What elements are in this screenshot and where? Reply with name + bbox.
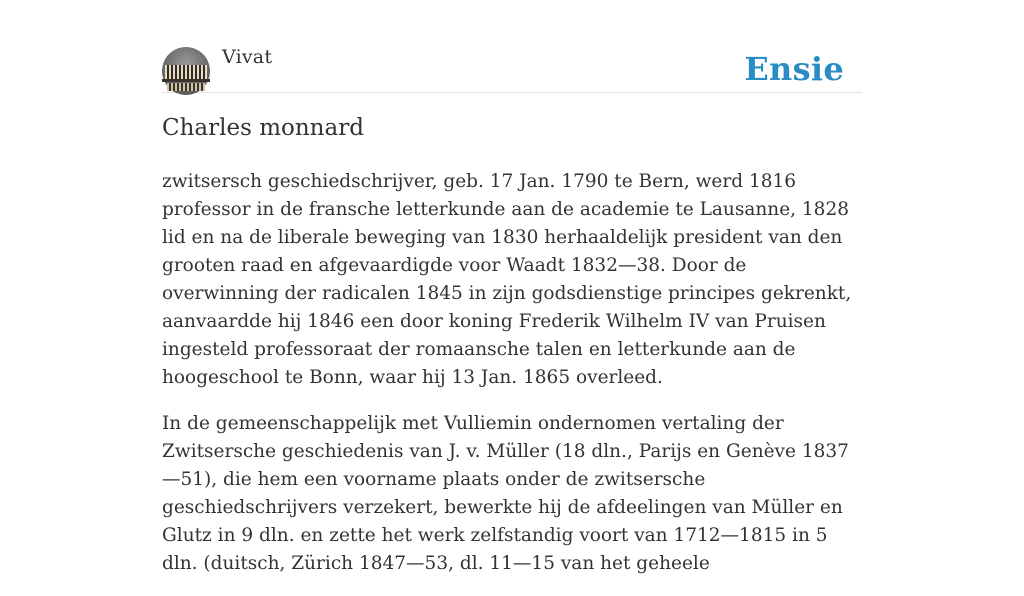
- shelf-line: [162, 79, 210, 82]
- author-avatar[interactable]: [162, 47, 210, 95]
- article-paragraph: zwitsersch geschiedschrijver, geb. 17 Jan. 1790 te Bern, werd 1816 professor in de fransche letterkunde aan de academie te Lausanne, 1828 lid en na de liberale beweging van 1830 herhaaldelijk president van den grooten raad en afgevaardigde voor Waadt 1832—38. Door de overwinning der radicalen 1845 in zijn godsdienstige principes gekrenkt, aanvaardde hij 1846 een door koning Frederik Wilhelm IV van Pruisen ingesteld professoraat der romaansche talen en letterkunde aan de hoogeschool te Bonn, waar hij 13 Jan. 1865 overleed.: [162, 171, 852, 388]
- author-name[interactable]: Vivat: [222, 46, 273, 68]
- brand-logo[interactable]: Ensie: [744, 50, 844, 88]
- header: [162, 0, 862, 93]
- article-body: [162, 168, 862, 596]
- page: [162, 0, 862, 574]
- article-paragraph: In de gemeenschappelijk met Vulliemin ondernomen vertaling der Zwitsersche geschiedenis van J. v. Müller (18 dln., Parijs en Genève 1837—51), die hem een voorname plaats onder de zwitsersche geschiedschrijvers verzekert, bewerkte hij de afdeelingen van Müller en Glutz in 9 dln. en zette het werk zelfstandig voort van 1712—1815 in 5 dln. (duitsch, Zürich 1847—53, dl. 11—15 van het geheele: [162, 413, 849, 574]
- bookshelf-image: [165, 65, 207, 79]
- page-title: Charles monnard: [162, 115, 364, 141]
- bookshelf-image-lower: [167, 83, 205, 91]
